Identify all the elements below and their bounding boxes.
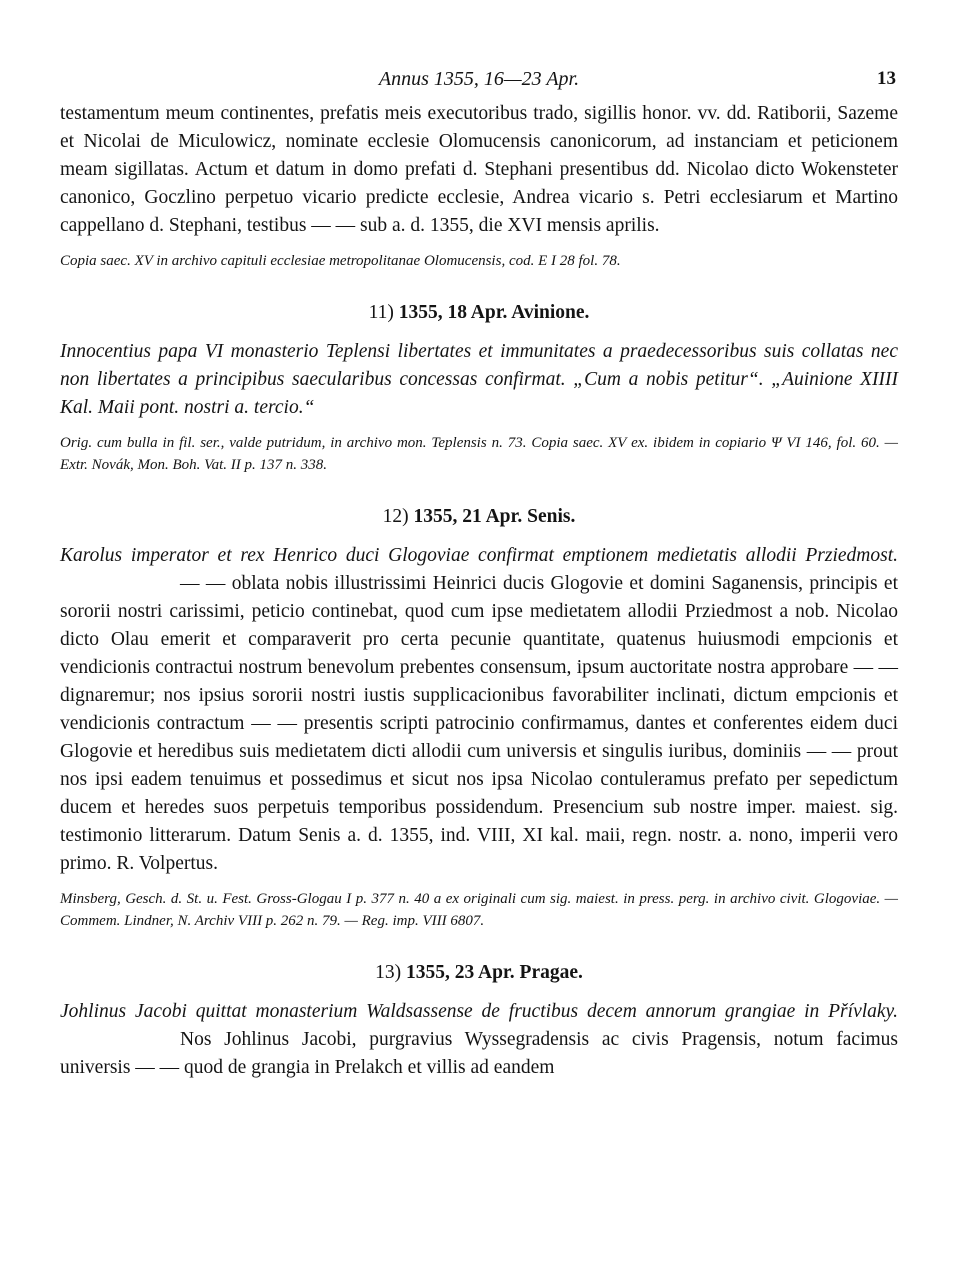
entry-text: — — oblata nobis illustrissimi Heinrici ducis Glogovie et domini Saganensis, principis et sororii nostri carissimi, peticio continebat, quod cum ipse medietatem allodii Prziedmost a nob. Nicolao dicto Olau emerit et comparaverit pro certa pecunie quantitate, quatenus huiusmodi empcionis et vendicionis contractui nostrum benevolum prebentes consensum, ipsum auctoritate nostra approbare — — dignaremur; nos ipsius sororii nostri iustis supplicacionibus favorabiliter inclinati, dictum empcionis et vendicionis contractum — — presentis scripti patrocinio confirmamus, dantes et conferentes eidem duci Glogovie et heredibus suis medietatem dicti allodii cum universis et singulis iuribus, dominiis — — prout nos ipsi eadem tenuimus et possedimus et sicut nos ipsa Nicolao contuleramus prefato per sepedictum ducem et heredes suos perpetuis temporibus possidendum. Presencium sub nostre imper. maiest. sig. testimonio litterarum. Datum Senis a. d. 1355, ind. VIII, XI kal. maii, regn. nostr. a. nono, imperii vero primo. R. Volpertus. — [60, 573, 898, 874]
entry-12 — [60, 506, 898, 932]
entry-note: Orig. cum bulla in fil. ser., valde putridum, in archivo mon. Teplensis n. 73. Copia saec. XV ex. ibidem in copiario Ψ VI 146, fol. 60. — Extr. Novák, Mon. Boh. Vat. II p. 137 n. 338. — [60, 435, 898, 473]
entry-summary: Innocentius papa VI monasterio Teplensi libertates et immunitates a praedecessoribus suis collatas nec non libertates a principibus saecularibus concessas confirmat. „Cum a nobis petitur“. „Auinione XIIII Kal. Maii pont. nostri a. tercio.“ — [60, 341, 898, 418]
entry-date-place: 1355, 23 Apr. Pragae. — [405, 962, 583, 983]
entry-body — [60, 998, 898, 1082]
entry-title — [60, 506, 898, 528]
entry-body — [60, 542, 898, 878]
entry-date-place: 1355, 21 Apr. Senis. — [413, 506, 576, 527]
entry-summary: Johlinus Jacobi quittat monasterium Waldsassense de fructibus decem annorum grangiae in Přívlaky. — [60, 1001, 898, 1022]
entry-number: 12) — [382, 506, 409, 527]
continuation-text: testamentum meum continentes, prefatis meis executoribus trado, sigillis honor. vv. dd. Ratiborii, Sazeme et Nicolai de Miculowicz, nominate ecclesie Olomucensis canonicorum, ad instanciam et peticionem meam sigillatas. Actum et datum in domo prefati d. Stephani presentibus dd. Nicolao dicto Wokensteter canonico, Goczlino perpetuo vicario predicte ecclesie, Andrea vicario s. Petri ecclesiarum et Martino cappellano d. Stephani, testibus — — sub a. d. 1355, die XVI mensis aprilis. — [60, 103, 898, 236]
entry-note: Minsberg, Gesch. d. St. u. Fest. Gross-Glogau I p. 377 n. 40 a ex originali cum sig. maiest. in press. perg. in archivo civit. Glogoviae. — Commem. Lindner, N. Archiv VIII p. 262 n. 79. — Reg. imp. VIII 6807. — [60, 891, 898, 929]
page-number: 13 — [877, 68, 896, 89]
entry-number: 13) — [375, 962, 402, 983]
entry-summary: Karolus imperator et rex Henrico duci Glogoviae confirmat emptionem medietatis allodii Prziedmost. — [60, 545, 898, 566]
continuation-block — [60, 100, 898, 272]
running-head: Annus 1355, 16—23 Apr. — [378, 68, 580, 90]
entry-text: Nos Johlinus Jacobi, purgravius Wyssegradensis ac civis Pragensis, notum facimus universis — — quod de grangia in Prelakch et villis ad eandem — [60, 1029, 898, 1078]
page-header — [60, 60, 898, 100]
continuation-note: Copia saec. XV in archivo capituli ecclesiae metropolitanae Olomucensis, cod. E I 28 fol. 78. — [60, 253, 621, 269]
entry-number: 11) — [368, 302, 394, 323]
entry-title — [60, 962, 898, 984]
entry-11 — [60, 302, 898, 476]
entry-13 — [60, 962, 898, 1082]
entry-title — [60, 302, 898, 324]
entry-date-place: 1355, 18 Apr. Avinione. — [398, 302, 590, 323]
document-page — [60, 60, 898, 1086]
